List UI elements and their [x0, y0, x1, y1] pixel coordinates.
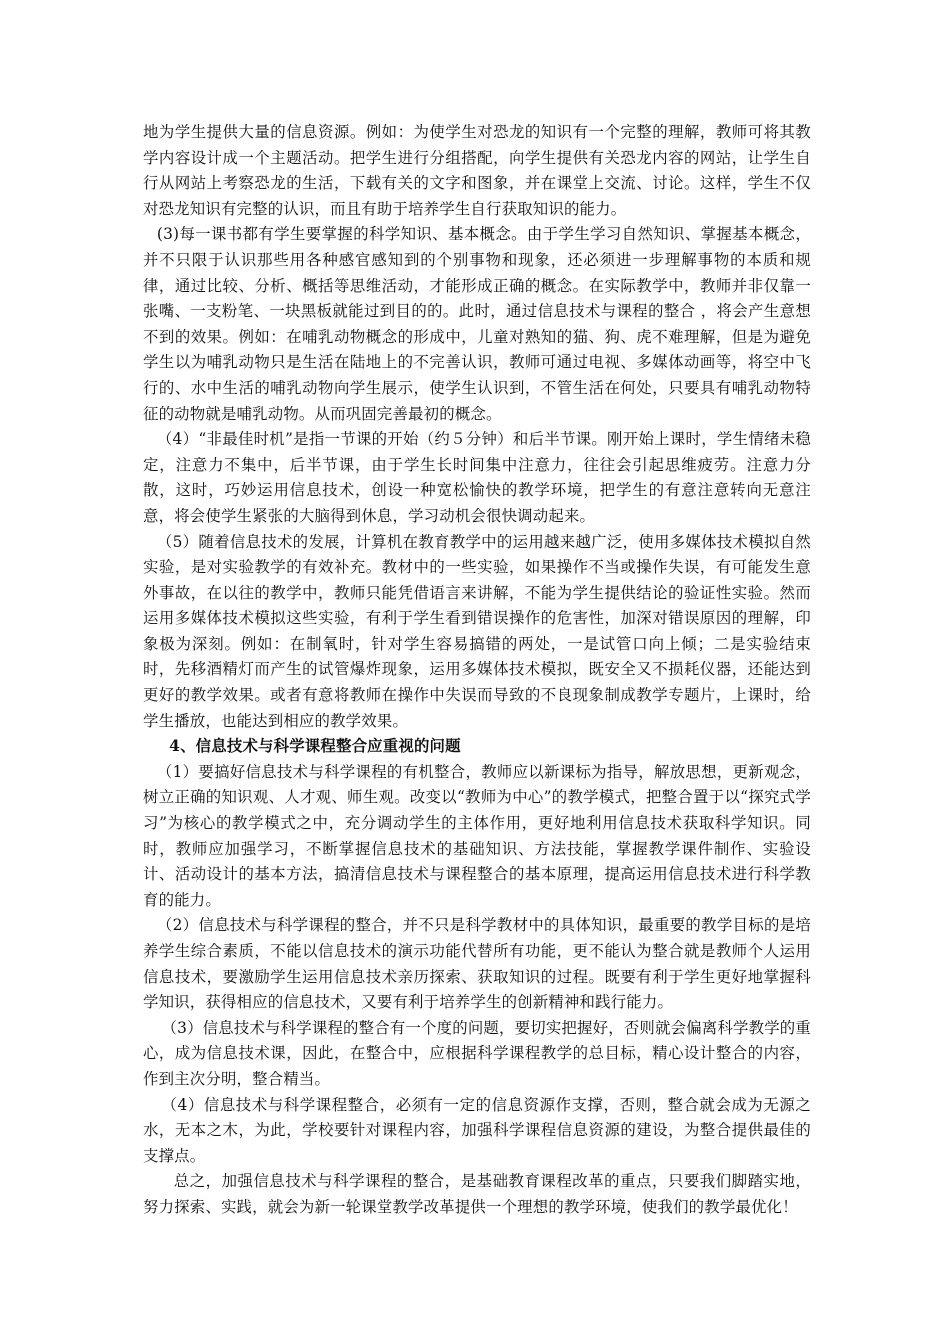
section-paragraph-1: （1）要搞好信息技术与科学课程的有机整合，教师应以新课标为指导，解放思想，更新观念，树立正确的知识观、人才观、师生观。改变以“教师为中心”的教学模式，把整合置于以“探究式学习”为核心的教学模式之中，充分调动学生的主体作用，更好地利用信息技术获取科学知识。同时，教师应加强学习，不断掌握信息技术的基础知识、方法技能，掌握教学课件制作、实验设计、活动设计的基本方法，搞清信息技术与课程整合的基本原理，提高运用信息技术进行科学教育的能力。: [143, 762, 811, 909]
section-paragraph-4: （4）信息技术与科学课程整合，必须有一定的信息资源作支撑，否则，整合就会成为无源之水，无本之木，为此，学校要针对课程内容，加强科学课程信息资源的建设，为整合提供最佳的支撑点。: [143, 1095, 811, 1165]
paragraph-point-4: （4）“非最佳时机”是指一节课的开始（约５分钟）和后半节课。刚开始上课时，学生情绪未稳定，注意力不集中，后半节课，由于学生长时间集中注意力，往往会引起思维疲劳。注意力分散，这时，巧妙运用信息技术，创设一种宽松愉快的教学环境，把学生的有意注意转向无意注意，将会使学生紧张的大脑得到休息，学习动机会很快调动起来。: [143, 430, 811, 525]
section-heading: 4、信息技术与科学课程整合应重视的问题: [169, 737, 461, 756]
paragraph-point-5: （5）随着信息技术的发展，计算机在教育教学中的运用越来越广泛，使用多媒体技术模拟自然实验，是对实验教学的有效补充。教材中的一些实验，如果操作不当或操作失误，有可能发生意外事故，在以往的教学中，教师只能凭借语言来讲解，不能为学生提供结论的验证性实验。然而运用多媒体技术模拟这些实验，有利于学生看到错误操作的危害性，加深对错误原因的理解，印象极为深刻。例如：在制氧时，针对学生容易搞错的两处，一是试管口向上倾；二是实验结束时，先移酒精灯而产生的试管爆炸现象，运用多媒体技术模拟，既安全又不损耗仪器，还能达到更好的教学效果。或者有意将教师在操作中失误而导致的不良现象制成教学专题片，上课时，给学生播放，也能达到相应的教学效果。: [143, 532, 811, 730]
conclusion-paragraph: 总之，加强信息技术与科学课程的整合，是基础教育课程改革的重点，只要我们脚踏实地，努力探索、实践，就会为新一轮课堂教学改革提供一个理想的教学环境，使我们的教学最优化！: [143, 1172, 811, 1216]
document-body: [143, 120, 811, 1221]
section-paragraph-2: （2）信息技术与科学课程的整合，并不只是科学教材中的具体知识，最重要的教学目标的是培养学生综合素质，不能以信息技术的演示功能代替所有功能，更不能认为整合就是教师个人运用信息技术，要激励学生运用信息技术亲历探索、获取知识的过程。既要有利于学生更好地掌握科学知识，获得相应的信息技术，又要有利于培养学生的创新精神和践行能力。: [143, 916, 811, 1012]
paragraph-point-3: (3)每一课书都有学生要掌握的科学知识、基本概念。由于学生学习自然知识、掌握基本概念，并不只限于认识那些用各种感官感知到的个别事物和现象，还必须进一步理解事物的本质和规律，通过比较、分析、概括等思维活动，才能形成正确的概念。在实际教学中，教师并非仅靠一张嘴、一支粉笔、一块黑板就能过到目的的。此时，通过信息技术与课程的整合 ，将会产生意想不到的效果。例如：在哺乳动物概念的形成中，儿童对熟知的猫、狗、虎不难理解，但是为避免学生以为哺乳动物只是生活在陆地上的不完善认识，教师可通过电视、多媒体动画等，将空中飞行的、水中生活的哺乳动物向学生展示，使学生认识到，不管生活在何处，只要具有哺乳动物特征的动物就是哺乳动物。从而巩固完善最初的概念。: [143, 225, 811, 423]
paragraph-continuation: 地为学生提供大量的信息资源。例如：为使学生对恐龙的知识有一个完整的理解，教师可将其教学内容设计成一个主题活动。把学生进行分组搭配，向学生提供有关恐龙内容的网站，让学生自行从网站上考察恐龙的生活，下载有关的文字和图象，并在课堂上交流、讨论。这样，学生不仅对恐龙知识有完整的认识，而且有助于培养学生自行获取知识的能力。: [143, 123, 811, 218]
section-paragraph-3: （3）信息技术与科学课程的整合有一个度的问题，要切实把握好，否则就会偏离科学教学的重心，成为信息技术课，因此，在整合中，应根据科学课程教学的总目标，精心设计整合的内容，作到主次分明，整合精当。: [143, 1018, 811, 1088]
